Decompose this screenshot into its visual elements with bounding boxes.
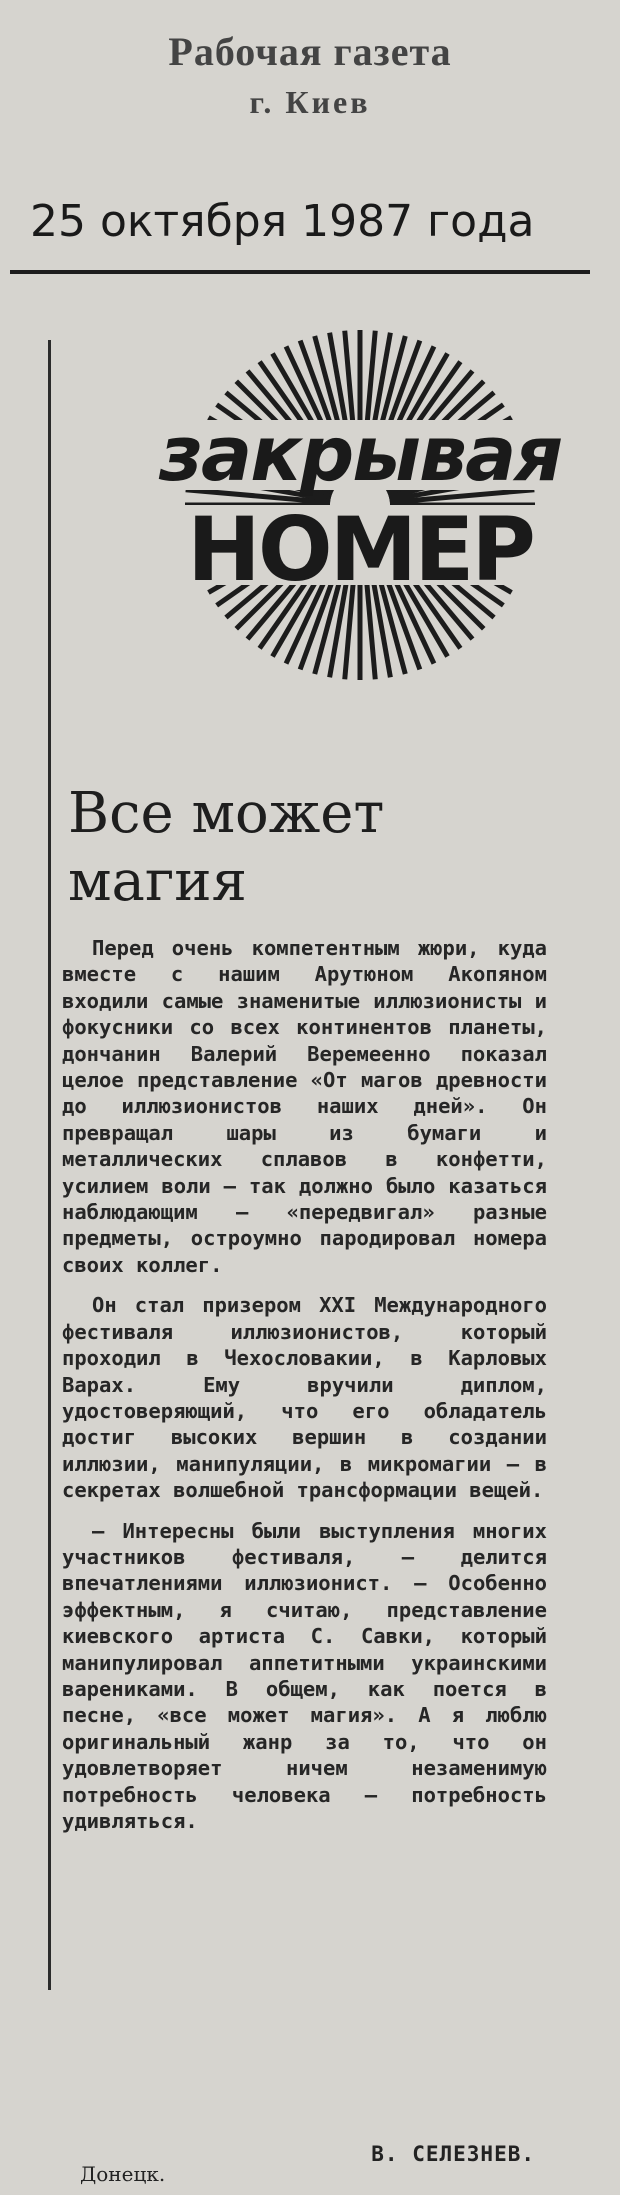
publication-date: 25 октября 1987 года — [30, 196, 535, 247]
newspaper-stamp-city: г. Киев — [249, 84, 371, 120]
headline-line2: магия — [68, 849, 247, 914]
date-underline — [10, 270, 590, 274]
article-headline — [68, 780, 588, 916]
article-paragraph: — Интересны были выступления многих участников фестиваля, — делится впечатлениями иллюзионист. — Особенно эффектным, я считаю, представление киевского артиста С. Савки, который манипулировал аппетитными украинскими варениками. В общем, как поется в песне, «все может магия». А я люблю оригинальный жанр за то, что он удовлетворяет ничем незаменимую потребность человека — потребность удивляться. — [62, 1518, 547, 1833]
author-signature: В. СЕЛЕЗНЕВ. — [371, 2142, 535, 2166]
rubric-line1: закрывая — [158, 409, 562, 498]
dateline-city: Донецк. — [80, 2162, 166, 2186]
article-paragraph: Он стал призером XXI Международного фестиваля иллюзионистов, который проходил в Чехословакии, в Карловых Варах. Ему вручили диплом, удостоверяющий, что его обладатель достиг высоких вершин в создании иллюзии, манипуляции, в микромагии — в секретах волшебной трансформации вещей. — [62, 1293, 547, 1503]
column-rule — [48, 340, 51, 1990]
newspaper-stamp-title: Рабочая газета — [168, 29, 452, 74]
rubric-emblem — [130, 330, 590, 710]
rubric-line2: НОМЕР — [187, 498, 533, 601]
article-body — [62, 935, 547, 1848]
article-paragraph: Перед очень компетентным жюри, куда вместе с нашим Арутюном Акопяном входили самые знаменитые иллюзионисты и фокусники со всех континентов планеты, дончанин Валерий Веремеенно показал целое представление «От магов древности до иллюзионистов наших дней». Он превращал шары из бумаги и металлических сплавов в конфетти, усилием воли — так должно было казаться наблюдающим — «передвигал» разные предметы, остроумно пародировал номера своих коллег. — [62, 936, 547, 1277]
headline-line1: Все может — [68, 781, 385, 846]
